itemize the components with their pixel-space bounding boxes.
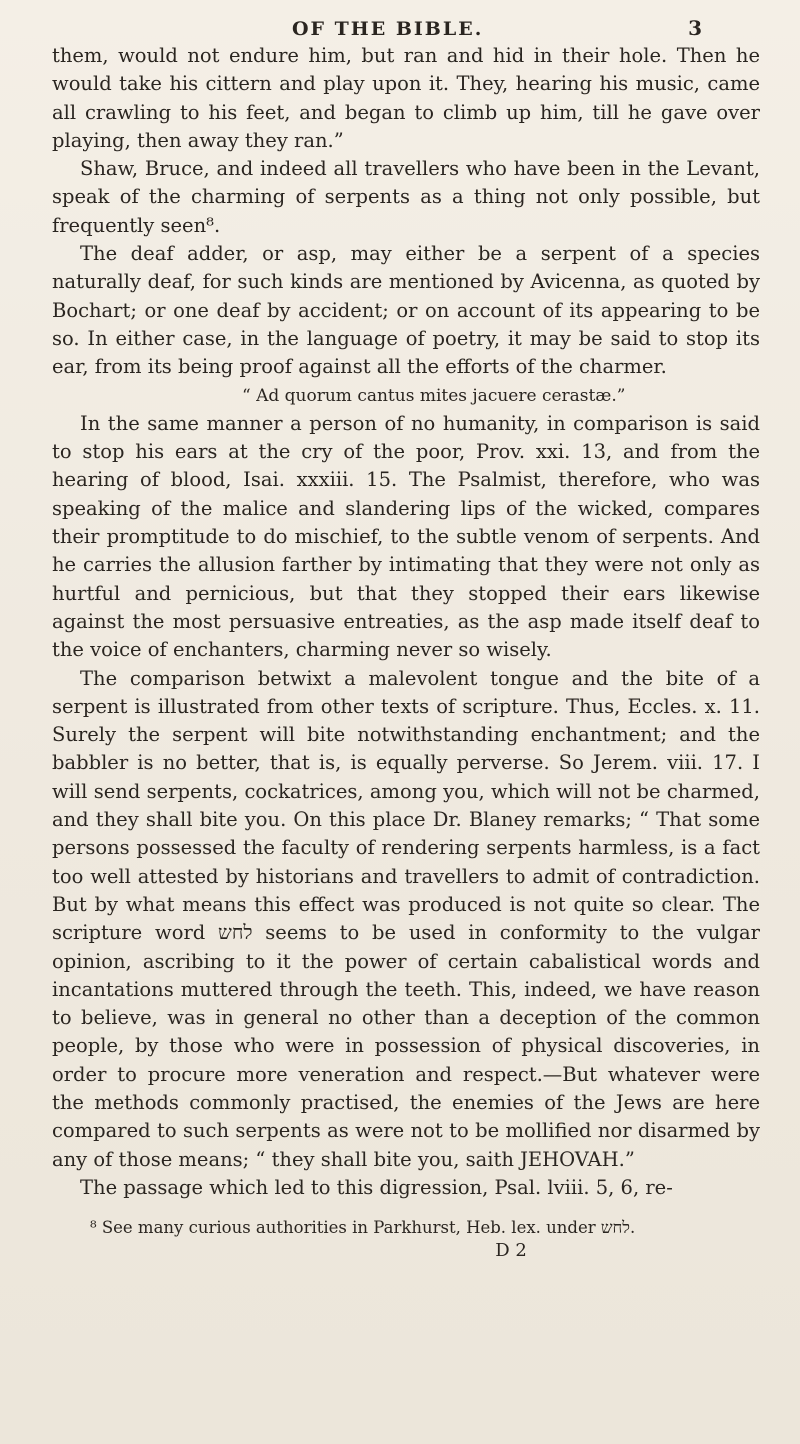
running-head: OF THE BIBLE. [292,18,484,40]
paragraph-6: The passage which led to this digression, Psal. lviii. 5, 6, re- [80,1175,673,1199]
paragraph-4: In the same manner a person of no humanity, in comparison is said to stop his ears at the cry of the poor, Prov. xxi. 13, and from the hearing of blood, Isai. xxxiii. 15. The Psalmist, therefore, who was speaking of the malice and slandering lips of the wicked, compares their promptitude to do mischief, to the subtle venom of serpents. And he carries the allusion farther by intimating that they were not only as hurtful and pernicious, but that they stopped their ears likewise against the most persuasive entreaties, as the asp made itself deaf to the voice of enchanters, charming never so wisely. [52,411,760,662]
paragraph-5: The comparison betwixt a malevolent tongue and the bite of a serpent is illustrated from other texts of scripture. Thus, Eccles. x. 11. Surely the serpent will bite notwithstanding enchantment; and the babbler is no better, that is, is equally perverse. So Jerem. viii. 17. I will send serpents, cockatrices, among you, which will not be charmed, and they shall bite you. On this place Dr. Blaney remarks; “ That some persons possessed the faculty of rendering serpents harmless, is a fact too well attested by historians and travellers to admit of contradiction. But by what means this effect was produced is not quite so clear. The scripture word לחש seems to be used in conformity to the vulgar opinion, ascribing to it the power of certain cabalistical words and incantations muttered through the teeth. This, indeed, we have reason to believe, was in general no other than a deception of the common people, by those who were in possession of physical discoveries, in order to procure more veneration and respect.—But whatever were the methods commonly practised, the enemies of the Jews are here compared to such serpents as were not to be mollified nor disarmed by any of those means; “ they shall bite you, saith JEHOVAH.” [52,666,761,1171]
paragraph-1: them, would not endure him, but ran and hid in their hole. Then he would take his cittern and play upon it. They, hearing his music, came all crawling to his feet, and began to climb up him, till he gave over playing, then away they ran.” [52,44,760,152]
body-text [52,42,760,1202]
paragraph-2: Shaw, Bruce, and indeed all travellers who have been in the Levant, speak of the charming of serpents as a thing not only possible, but frequently seen⁸. [52,157,760,237]
signature-mark: D 2 [495,1240,527,1262]
page-header [52,8,760,42]
footnote: ⁸ See many curious authorities in Parkhurst, Heb. lex. under לחש. [90,1218,636,1238]
latin-verse-quote: “ Ad quorum cantus mites jacuere cerastæ.” [242,385,626,406]
page-number: 3 [688,16,704,40]
paragraph-3: The deaf adder, or asp, may either be a serpent of a species naturally deaf, for such kinds are mentioned by Avicenna, as quoted by Bochart; or one deaf by accident; or on account of its appearing to be so. In either case, in the language of poetry, it may be said to stop its ear, from its being proof against all the efforts of the charmer. [52,242,760,379]
